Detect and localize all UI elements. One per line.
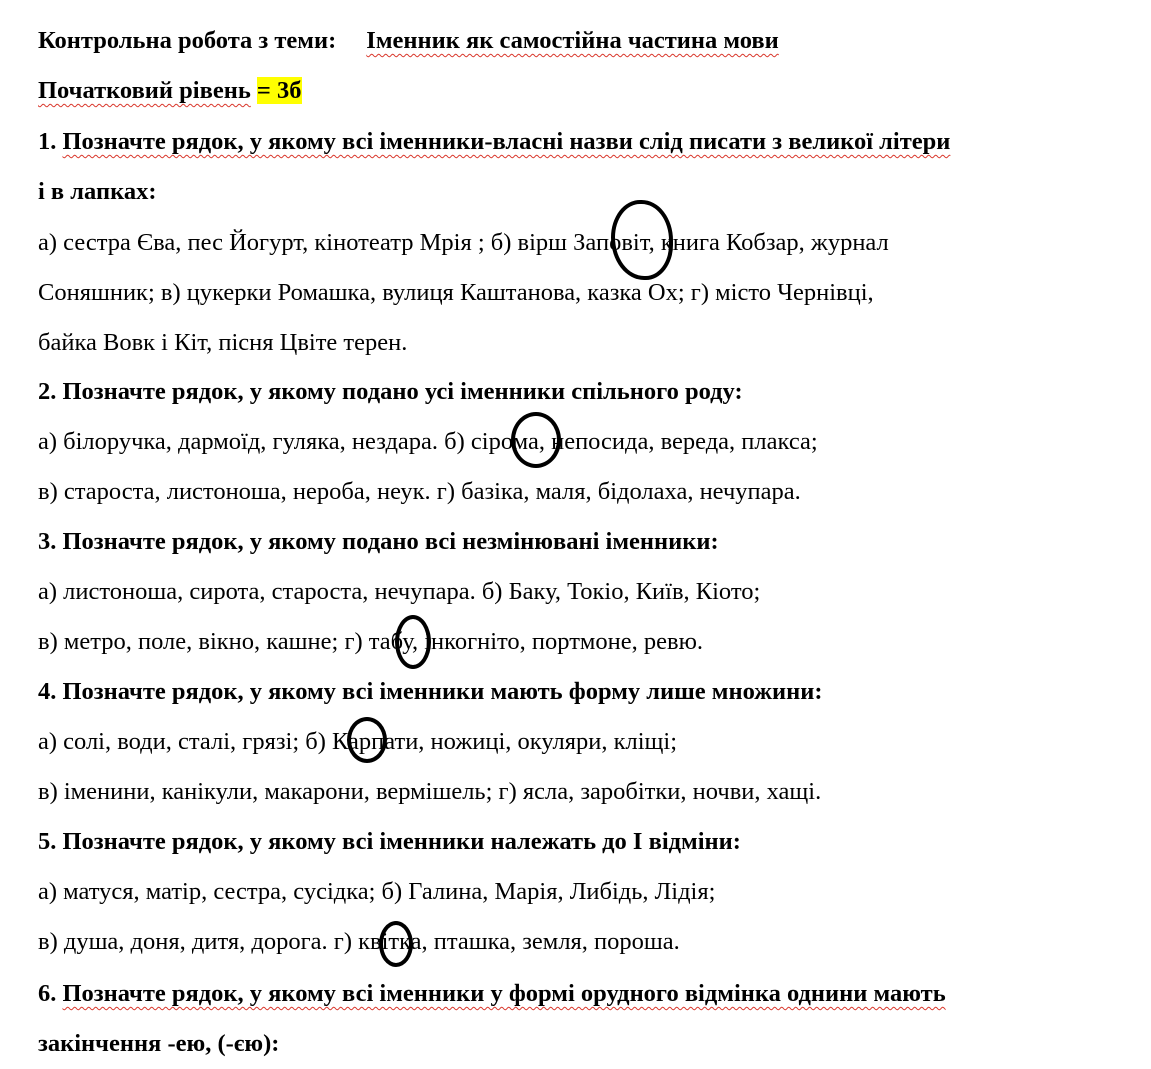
question-3-title: 3. Позначте рядок, у якому подано всі незмінювані іменники: (38, 528, 719, 555)
question-5-options-line-2: в) душа, доня, дитя, дорога. г) квітка, пташка, земля, пороша. (38, 928, 680, 955)
question-1-title-line-1: 1. Позначте рядок, у якому всі іменники-власні назви слід писати з великої літери (38, 128, 951, 155)
question-2-options-line-2: в) староста, листоноша, нероба, неук. г) базіка, маля, бідолаха, нечупара. (38, 478, 801, 505)
question-4-options-line-2: в) іменини, канікули, макарони, вермішель; г) ясла, заробітки, ночви, хащі. (38, 778, 822, 805)
question-4-options-line-1: а) солі, води, сталі, грязі; б) Карпати, ножиці, окуляри, кліщі; (38, 728, 678, 755)
question-3-options-line-1: а) листоноша, сирота, староста, нечупара. б) Баку, Токіо, Київ, Кіото; (38, 578, 761, 605)
question-2-title: 2. Позначте рядок, у якому подано усі іменники спільного роду: (38, 378, 743, 405)
question-6-title-line-1: 6. Позначте рядок, у якому всі іменники у формі орудного відмінка однини мають (38, 980, 946, 1007)
question-5-options-line-1: а) матуся, матір, сестра, сусідка; б) Галина, Марія, Либідь, Лідія; (38, 878, 716, 905)
question-6-title-line-2: закінчення -ею, (-єю): (38, 1030, 280, 1057)
level-heading (38, 66, 1125, 116)
question-1-title (38, 117, 1125, 167)
question-4-title: 4. Позначте рядок, у якому всі іменники мають форму лише множини: (38, 678, 823, 705)
question-6-title (38, 969, 1125, 1019)
question-3-options-line-2: в) метро, поле, вікно, кашне; г) табу, інкогніто, портмоне, ревю. (38, 628, 704, 655)
question-1-title-line-2: і в лапках: (38, 178, 157, 205)
question-5-title: 5. Позначте рядок, у якому всі іменники належать до І відміни: (38, 828, 741, 855)
page-title (38, 16, 1125, 66)
title-label: Контрольна робота з теми: (38, 27, 337, 54)
question-1-options-line-3: байка Вовк і Кіт, пісня Цвіте терен. (38, 329, 408, 356)
question-1-options-line-2: Соняшник; в) цукерки Ромашка, вулиця Каштанова, казка Ох; г) місто Чернівці, (38, 279, 874, 306)
title-topic: Іменник як самостійна частина мови (366, 27, 779, 54)
level-score: = 3б (256, 77, 302, 104)
question-2-options-line-1: а) білоручка, дармоїд, гуляка, нездара. б) сірома, непосида, вереда, плакса; (38, 428, 818, 455)
question-1-options-line-1: а) сестра Єва, пес Йогурт, кінотеатр Мрія ; б) вірш Заповіт, книга Кобзар, журнал (38, 229, 889, 256)
level-label: Початковий рівень (38, 77, 251, 104)
